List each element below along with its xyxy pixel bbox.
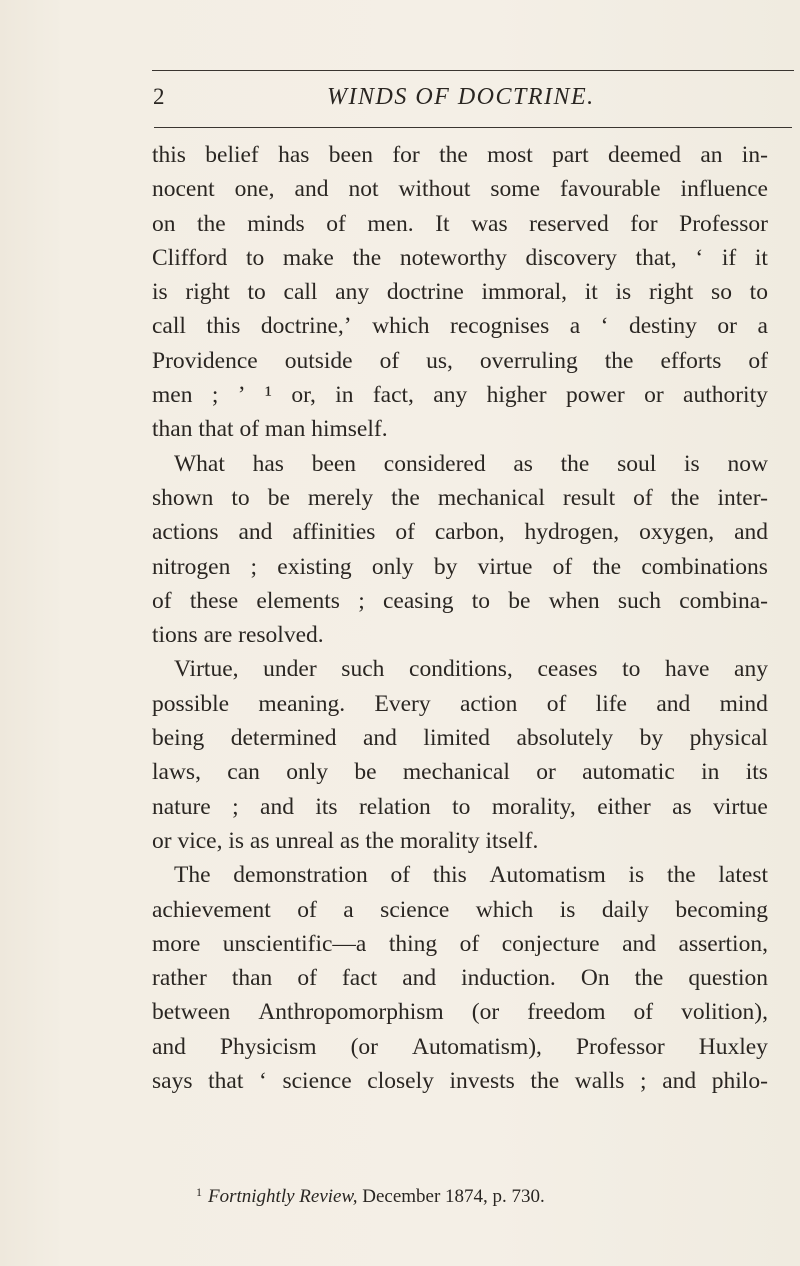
text-line: this belief has been for the most part deemed an in- [152, 142, 768, 168]
text-line: rather than of fact and induction. On the question [152, 965, 768, 992]
text-line: between Anthropomorphism (or freedom of volition), [152, 999, 768, 1026]
text-line: of these elements ; ceasing to be when such combina- [152, 587, 768, 614]
text-line: call this doctrine,’ which recognises a ‘ destiny or a [152, 313, 768, 340]
text-line: actions and affinities of carbon, hydrogen, oxygen, and [152, 519, 768, 546]
body-text [152, 138, 768, 1098]
text-line: more unscientific—a thing of conjecture and assertion, [152, 930, 768, 957]
text-line: tions are resolved. [152, 622, 324, 649]
text-line: nocent one, and not without some favourable influence [152, 176, 768, 203]
text-line: Providence outside of us, overruling the efforts of [152, 347, 768, 374]
text-line: says that ‘ science closely invests the walls ; and philo- [152, 1068, 768, 1095]
text-line: or vice, is as unreal as the morality itself. [152, 827, 539, 854]
footnote [196, 1185, 545, 1208]
text-line: being determined and limited absolutely by physical [152, 725, 768, 752]
text-line: Clifford to make the noteworthy discovery that, ‘ if it [152, 244, 768, 271]
page-number: 2 [153, 84, 165, 109]
running-title: WINDS OF DOCTRINE. [327, 84, 595, 110]
text-line: and Physicism (or Automatism), Professor Huxley [152, 1033, 768, 1060]
footnote-source-title: Fortnightly Review, [208, 1186, 358, 1207]
page-header [150, 84, 800, 114]
text-line: What has been considered as the soul is now [174, 450, 768, 477]
text-line: than that of man himself. [152, 416, 388, 443]
text-line: The demonstration of this Automatism is the latest [174, 862, 768, 889]
text-line: on the minds of men. It was reserved for Professor [152, 210, 768, 237]
footnote-marker: 1 [196, 1185, 202, 1199]
text-line: laws, can only be mechanical or automatic in its [152, 759, 768, 786]
text-line: is right to call any doctrine immoral, it is right so to [152, 279, 768, 306]
header-rule-top [152, 70, 794, 71]
text-line: men ; ’ ¹ or, in fact, any higher power or authority [152, 382, 768, 409]
text-line: nature ; and its relation to morality, either as virtue [152, 793, 768, 820]
text-line: Virtue, under such conditions, ceases to have any [174, 656, 768, 683]
text-line: possible meaning. Every action of life and mind [152, 690, 768, 717]
text-line: shown to be merely the mechanical result of the inter- [152, 484, 768, 511]
footnote-citation: December 1874, p. 730. [357, 1186, 545, 1207]
text-line: achievement of a science which is daily becoming [152, 896, 768, 923]
header-rule-bottom [154, 127, 792, 128]
text-line: nitrogen ; existing only by virtue of the combinations [152, 553, 768, 580]
